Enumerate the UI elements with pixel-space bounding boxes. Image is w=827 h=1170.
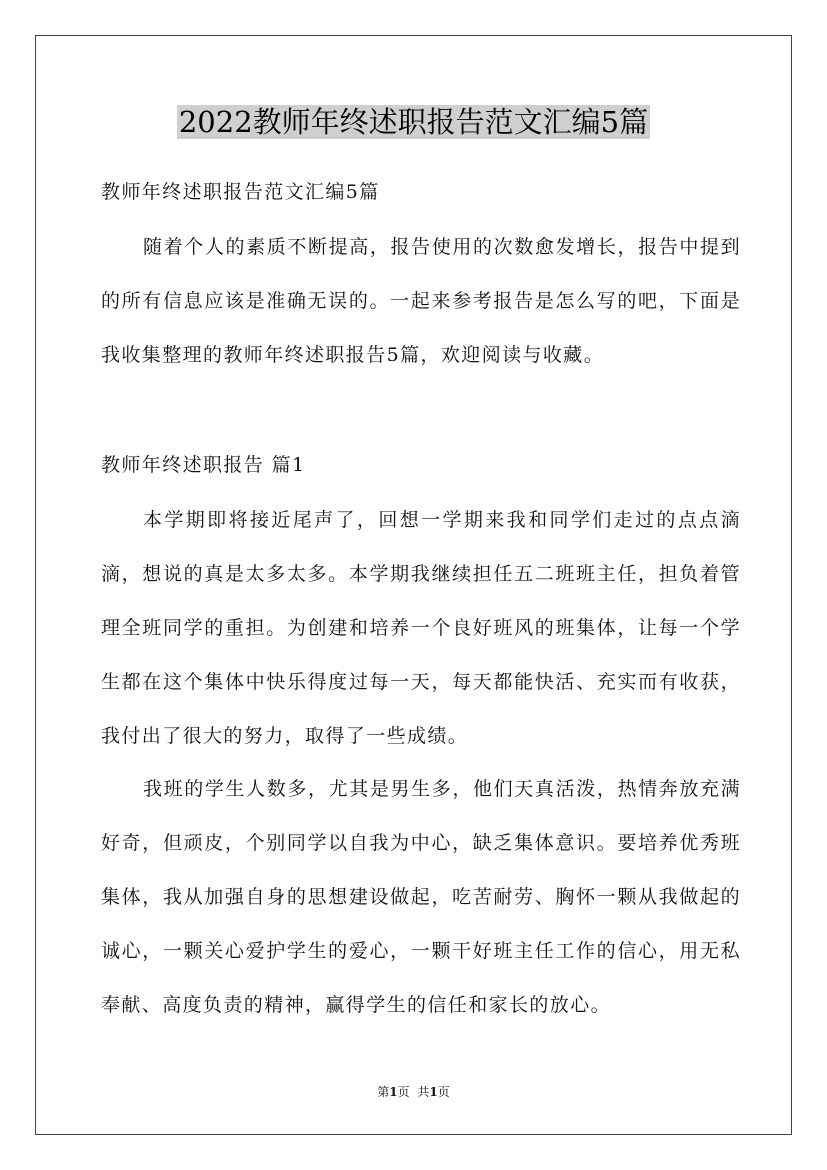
total-suffix: 页 [437,1085,450,1099]
section-heading: 教师年终述职报告 篇1 [101,454,306,476]
body-paragraph-2: 我班的学生人数多，尤其是男生多，他们天真活泼，热情奔放充满好奇，但顽皮，个别同学以自我为中心，缺乏集体意识。要培养优秀班集体，我从加强自身的思想建设做起，吃苦耐劳、胸怀一颗从我做起的诚心，一颗关心爱护学生的爱心，一颗干好班主任工作的信心，用无私奉献、高度负责的精神，赢得学生的信任和家长的放心。 [101,778,741,1016]
intro-paragraph: 随着个人的素质不断提高，报告使用的次数愈发增长，报告中提到的所有信息应该是准确无误的。一起来参考报告是怎么写的吧，下面是我收集整理的教师年终述职报告5篇，欢迎阅读与收藏。 [101,236,741,366]
page-prefix: 第 [377,1085,390,1099]
title-text: 2022教师年终述职报告范文汇编5篇 [178,105,649,139]
document-title [0,102,827,142]
page-footer [0,1083,827,1100]
subtitle: 教师年终述职报告范文汇编5篇 [101,181,380,203]
page-number: 1 [389,1085,398,1099]
total-pages: 1 [429,1085,438,1099]
body-paragraph-1: 本学期即将接近尾声了，回想一学期来我和同学们走过的点点滴滴，想说的真是太多太多。本学期我继续担任五二班班主任，担负着管理全班同学的重担。为创建和培养一个良好班风的班集体，让每一个学生都在这个集体中快乐得度过每一天，每天都能快活、充实而有收获，我付出了很大的努力，取得了一些成绩。 [101,509,741,747]
page-suffix: 页 [397,1085,410,1099]
total-prefix: 共 [417,1085,430,1099]
